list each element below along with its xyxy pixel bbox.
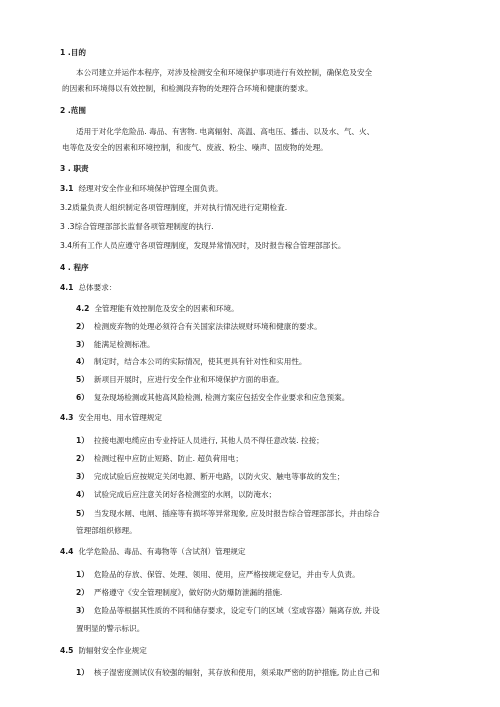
section-1-paragraph-line: 的因素和环境得以有效控制，和检测段弃物的处理符合环境和健康的要求。 (62, 84, 313, 93)
subsection-number: 4.5 (60, 646, 74, 655)
list-item (76, 340, 155, 350)
section-1-paragraph-line: 本公司建立并运作本程序，对涉及检测安全和环境保护事项进行有效控制，确保危及安全 (76, 68, 373, 77)
item-number: 3） (76, 606, 89, 615)
item-text: 试验完成后应注意关闭好各检测室的水闸，以防淹水； (93, 490, 277, 499)
list-item (76, 436, 324, 446)
item-number: 1） (76, 668, 89, 677)
section-2-paragraph-line: 电等危及安全的因素和环境控制，和废气、废液、粉尘、噪声、固废物的处理。 (62, 143, 328, 152)
section-1-heading: 1 .目的 (60, 48, 86, 57)
item-number: 5） (76, 509, 89, 518)
list-item (76, 454, 243, 464)
item-number: 2） (76, 588, 89, 597)
item-text: 危险品等根据其性质的不同和储存要求，设定专门的区域（室或容器）隔离存放, 并设 (93, 606, 380, 615)
section-3-item (60, 184, 223, 194)
list-item-continuation: 置明显的警示标识。 (76, 624, 145, 633)
item-number: 3） (76, 340, 89, 349)
item-text: 检测过程中应防止短路、防止. 超负荷用电； (93, 454, 243, 463)
item-text: 新项目开展时，应进行安全作业和环境保护方面的串查。 (93, 375, 284, 384)
item-number: 4） (76, 357, 89, 366)
item-text: 复杂现场检测或其他高风险检测, 检测方案应包括安全作业要求和应急预案。 (93, 393, 350, 402)
list-item (76, 375, 284, 385)
subsection-title: 总体要求： (78, 283, 117, 292)
section-3-heading: 3 . 职责 (60, 164, 89, 173)
list-item (76, 357, 307, 367)
item-number: 4.2 (76, 304, 90, 313)
item-text: 拉接电源电缆应由专业持证人员进行, 其他人员不得任意改装. 拉接； (93, 436, 324, 445)
list-item (76, 472, 344, 482)
item-number: 1） (76, 570, 89, 579)
list-item (76, 304, 239, 314)
section-3-item: 3.2质量负责人组织制定各项管理制度，并对执行情况进行定期检査. (60, 203, 288, 212)
list-item (76, 509, 380, 519)
item-text: 制定时，结合本公司的实际情况，使其更具有针对性和实用性。 (93, 357, 307, 366)
subsection-title: 安全用电、用水管理规定 (78, 413, 162, 422)
item-number: 1） (76, 436, 89, 445)
section-3-item: 3.4所有工作人员应遵守各项管理制度，发现异常情况时，及时报告稼合管理部部长。 (60, 241, 346, 250)
item-text: 检测废弃物的处理必须符合有关国家法律法规财环境和健康的要求。 (93, 322, 322, 331)
subsection-title: 化学危险品、毒品、有毒物等（含试剂）管理规定 (78, 547, 246, 556)
list-item (76, 668, 380, 678)
section-3-item: 3 .3综合管理部部长监督各项管理制度的执行. (60, 222, 214, 231)
item-text: 当发现水闸、电闸、插座等有损坏等异常现象, 应及时报告综合管理部部长，并由综合 (93, 509, 380, 518)
item-text: 危险品的存放、保管、处理、领用、使用，应严格按规定登记，并由专人负责。 (93, 570, 360, 579)
subsection-number: 4.4 (60, 547, 74, 556)
subsection-4-3-heading (60, 413, 162, 423)
subsection-4-5-heading (60, 646, 147, 656)
item-text: 能满足检测标准。 (93, 340, 155, 349)
section-2-heading: 2 .范围 (60, 106, 86, 115)
subsection-4-4-heading (60, 547, 246, 557)
item-text: 严格遵守《安全管理制度》，做好防火防爆防泄漏的措施. (93, 588, 283, 597)
item-number: 6） (76, 393, 89, 402)
item-text: 核子湿密度测试仪有较强的辐射，其存放和使用，须采取严密的防护措施, 防止自己和 (93, 668, 380, 677)
item-number: 3） (76, 472, 89, 481)
list-item-continuation: 管理部组织修理。 (76, 526, 137, 535)
list-item (76, 322, 322, 332)
item-number: 2） (76, 322, 89, 331)
list-item (76, 490, 276, 500)
item-text: 经理对安全作业和环境保护管理全面负责。 (78, 184, 223, 193)
item-text: 全管理能有效控制危及安全的因素和环境。 (94, 304, 239, 313)
section-4-heading: 4 . 程序 (60, 263, 89, 272)
subsection-title: 防辐射安全作业规定 (78, 646, 147, 655)
list-item (76, 588, 282, 598)
subsection-4-1-heading (60, 283, 116, 293)
item-number: 5） (76, 375, 89, 384)
item-number: 4） (76, 490, 89, 499)
section-2-paragraph-line: 适用于对化学危险品. 毒品、有害物. 电离辐射、高温、高电压、播击、以及水、气、火、 (76, 127, 375, 136)
list-item (76, 570, 360, 580)
subsection-number: 4.3 (60, 413, 74, 422)
item-number: 3.1 (60, 184, 74, 193)
subsection-number: 4.1 (60, 283, 74, 292)
list-item (76, 606, 380, 616)
item-text: 完成试验后应按规定关闭电源、断开电路，以防火灾、触电等事故的发生； (93, 472, 345, 481)
item-number: 2） (76, 454, 89, 463)
list-item (76, 393, 349, 403)
